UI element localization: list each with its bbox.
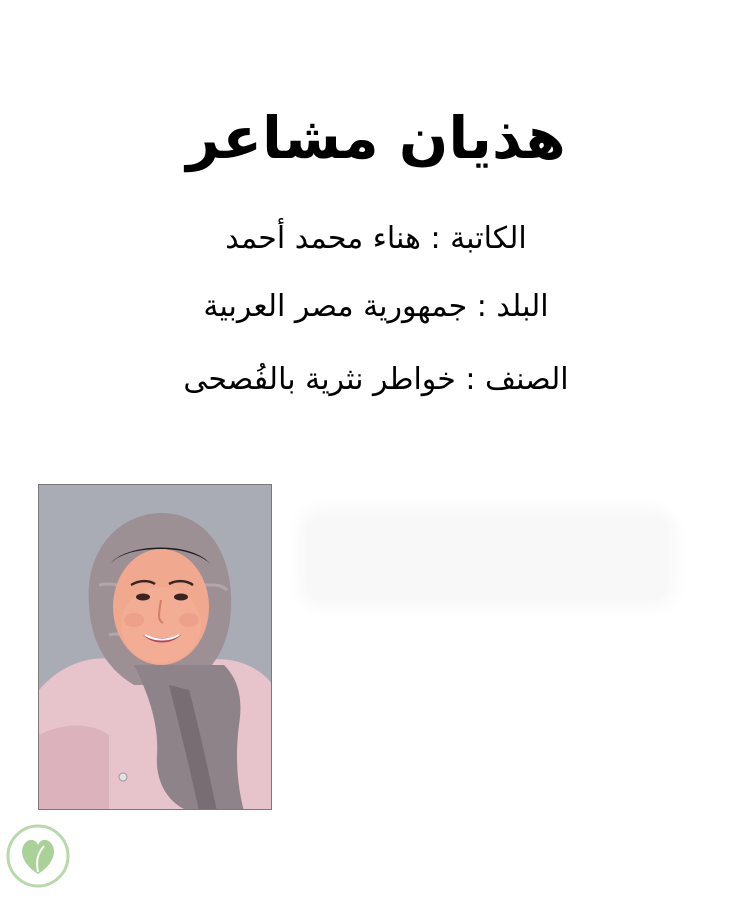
document-title: هذيان مشاعر xyxy=(186,104,566,172)
faded-text-area xyxy=(306,516,668,600)
genre-line: الصنف : خواطر نثرية بالفُصحى xyxy=(183,362,569,397)
country-line: البلد : جمهورية مصر العربية xyxy=(203,289,549,324)
author-line: الكاتبة : هناء محمد أحمد xyxy=(225,221,527,256)
leaf-heart-logo-icon xyxy=(0,818,76,894)
author-photo xyxy=(38,484,272,810)
portrait-illustration xyxy=(39,485,272,810)
